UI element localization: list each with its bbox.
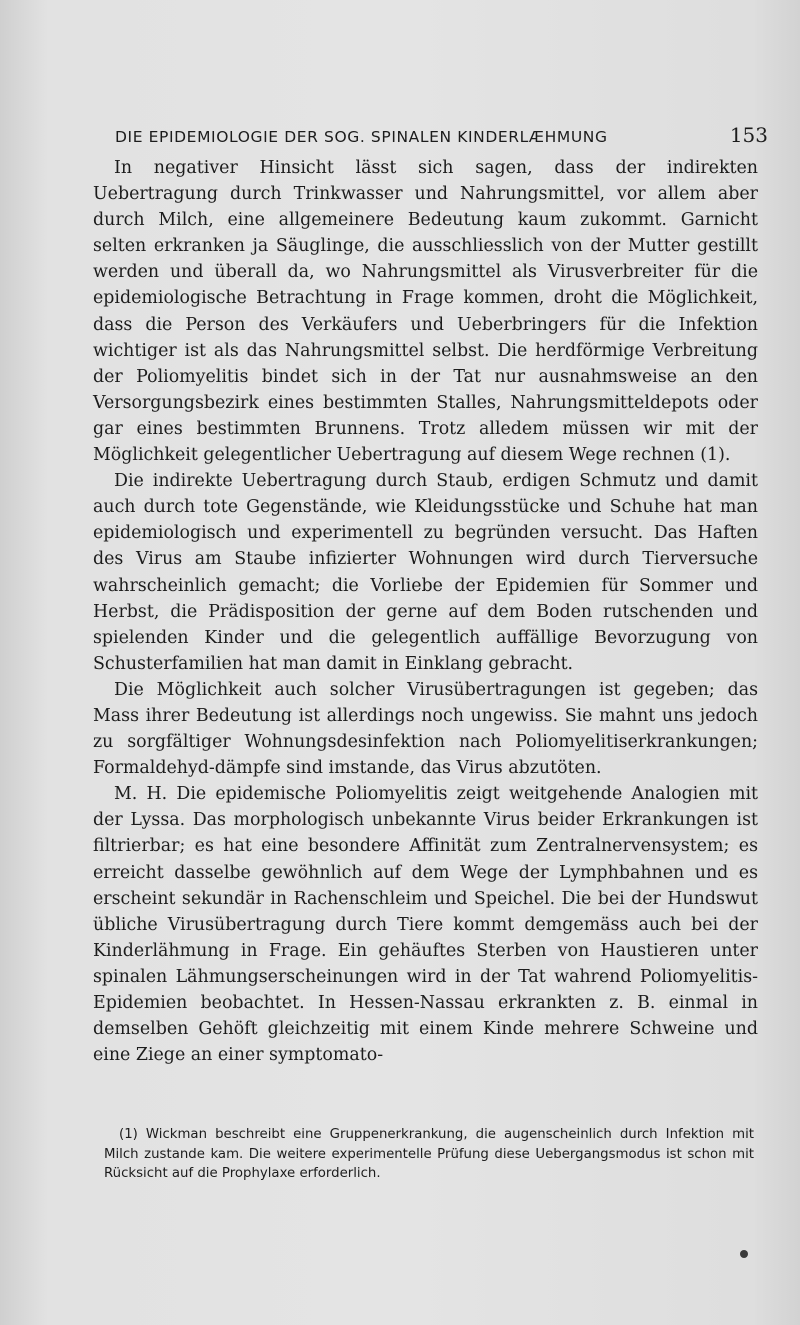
paragraph: Die Möglichkeit auch solcher Virusübertragungen ist gegeben; das Mass ihrer Bedeutung ist allerdings noch ungewiss. Sie mahnt uns jedoch zu sorgfältiger Wohnungsdesinfektion nach Poliomyelitiserkrankungen; Formaldehyd-dämpfe sind imstande, das Virus abzutöten. — [93, 679, 758, 779]
paragraph: In negativer Hinsicht lässt sich sagen, dass der indirekten Uebertragung durch Trinkwasser und Nahrungsmittel, vor allem aber durch Milch, eine allgemeinere Bedeutung kaum zukommt. Garnicht selten erkranken ja Säuglinge, die ausschliesslich von der Mutter gestillt werden und überall da, wo Nahrungsmittel als Virusverbreiter für die epidemiologische Betrachtung in Frage kommen, droht die Möglichkeit, dass die Person des Verkäufers und Ueberbringers für die Infektion wichtiger ist als das Nahrungsmittel selbst. Die herdförmige Verbreitung der Poliomyelitis bindet sich in der Tat nur ausnahmsweise an den Versorgungsbezirk eines bestimmten Stalles, Nahrungsmitteldepots oder gar eines bestimmten Brunnens. Trotz alledem müssen wir mit der Möglichkeit gelegentlicher Uebertragung auf diesem Wege rechnen (1). — [93, 158, 758, 466]
page-number: 153 — [729, 123, 768, 147]
footnote — [104, 1125, 754, 1184]
ink-spot — [740, 1250, 748, 1258]
paragraph: Die indirekte Uebertragung durch Staub, erdigen Schmutz und damit auch durch tote Gegenstände, wie Kleidungsstücke und Schuhe hat man epidemiologisch und experimentell zu begründen versucht. Das Haften des Virus am Staube infizierter Wohnungen wird durch Tierversuche wahrscheinlich gemacht; die Vorliebe der Epidemien für Sommer und Herbst, die Prädisposition der gerne auf dem Boden rutschenden und spielenden Kinder und die gelegentlich auffällige Bevorzugung von Schusterfamilien hat man damit in Einklang gebracht. — [93, 471, 758, 674]
page-header — [115, 123, 768, 153]
running-head: DIE EPIDEMIOLOGIE DER SOG. SPINALEN KINDERLÆHMUNG — [115, 128, 608, 146]
paragraph: M. H. Die epidemische Poliomyelitis zeigt weitgehende Analogien mit der Lyssa. Das morphologisch unbekannte Virus beider Erkrankungen ist filtrierbar; es hat eine besondere Affinität zum Zentralnervensystem; es erreicht dasselbe gewöhnlich auf dem Wege der Lymphbahnen und es erscheint sekundär in Rachenschleim und Speichel. Die bei der Hundswut übliche Virusübertragung durch Tiere kommt demgemäss auch bei der Kinderlähmung in Frage. Ein gehäuftes Sterben von Haustieren unter spinalen Lähmungserscheinungen wird in der Tat wahrend Poliomyelitis-Epidemien beobachtet. In Hessen-Nassau erkrankten z. B. einmal in demselben Gehöft gleichzeitig mit einem Kinde mehrere Schweine und eine Ziege an einer symptomato- — [93, 784, 758, 1066]
footnote-text: (1) Wickman beschreibt eine Gruppenerkrankung, die augenscheinlich durch Infektion mit Milch zustande kam. Die weitere experimentelle Prüfung diese Uebergangsmodus ist schon mit Rücksicht auf die Prophylaxe erforderlich. — [104, 1127, 754, 1181]
body-text — [93, 155, 758, 1068]
